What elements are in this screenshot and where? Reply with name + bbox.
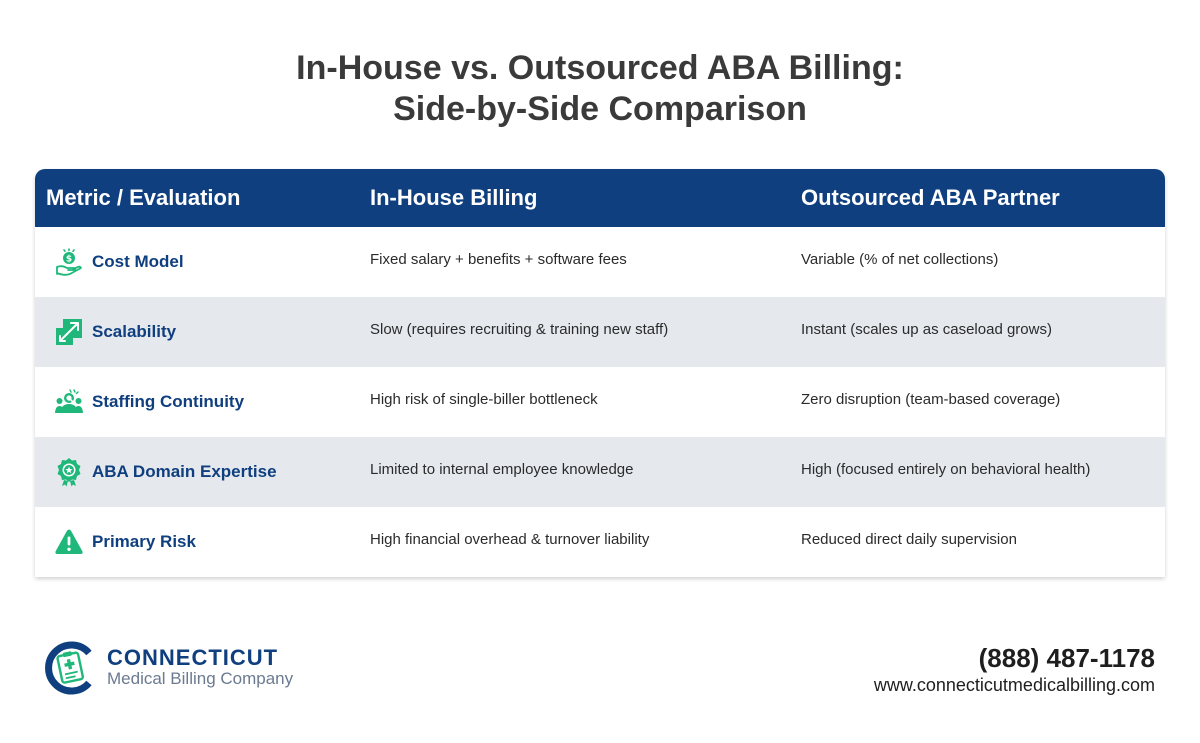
metric-cell — [54, 507, 196, 577]
metric-cell — [54, 227, 184, 297]
table-row — [35, 507, 1165, 577]
metric-cell — [54, 437, 277, 507]
metric-label: Staffing Continuity — [92, 392, 245, 411]
metric-label: Primary Risk — [92, 532, 196, 551]
in-house-cell: High risk of single-biller bottleneck — [370, 391, 598, 408]
title-line-1: In-House vs. Outsourced ABA Billing: — [296, 49, 904, 87]
outsourced-cell: Instant (scales up as caseload grows) — [801, 321, 1052, 338]
metric-label: Cost Model — [92, 252, 184, 271]
header-metric: Metric / Evaluation — [46, 185, 241, 210]
page-title — [0, 48, 1200, 130]
company-logo — [44, 641, 98, 695]
metric-label: Scalability — [92, 322, 177, 341]
website-link[interactable]: www.connecticutmedicalbilling.com — [873, 675, 1155, 695]
award-badge-icon — [54, 457, 84, 487]
header-in-house: In-House Billing — [370, 185, 538, 210]
table-row — [35, 437, 1165, 507]
outsourced-cell: Variable (% of net collections) — [801, 251, 999, 268]
warning-icon — [54, 527, 84, 557]
svg-text:$: $ — [65, 254, 73, 265]
in-house-cell: Limited to internal employee knowledge — [370, 461, 634, 478]
metric-cell — [54, 367, 244, 437]
metric-cell — [54, 297, 176, 367]
title-line-2: Side-by-Side Comparison — [393, 90, 807, 128]
table-row — [35, 367, 1165, 437]
comparison-table — [35, 169, 1165, 577]
expand-arrows-icon — [54, 317, 84, 347]
outsourced-cell: High (focused entirely on behavioral health) — [801, 461, 1091, 478]
in-house-cell: Fixed salary + benefits + software fees — [370, 251, 627, 268]
table-row — [35, 227, 1165, 297]
table-row — [35, 297, 1165, 367]
outsourced-cell: Zero disruption (team-based coverage) — [801, 391, 1061, 408]
phone-number[interactable]: (888) 487-1178 — [978, 643, 1155, 673]
brand-subtitle: Medical Billing Company — [107, 669, 294, 688]
outsourced-cell: Reduced direct daily supervision — [801, 531, 1017, 548]
brand-name: CONNECTICUT — [107, 645, 279, 670]
metric-label: ABA Domain Expertise — [92, 462, 277, 481]
table-header — [35, 169, 1165, 227]
team-icon — [54, 387, 84, 417]
in-house-cell: Slow (requires recruiting & training new staff) — [370, 321, 669, 338]
header-outsourced: Outsourced ABA Partner — [801, 185, 1060, 210]
in-house-cell: High financial overhead & turnover liability — [370, 531, 650, 548]
money-hand-icon — [54, 247, 84, 277]
